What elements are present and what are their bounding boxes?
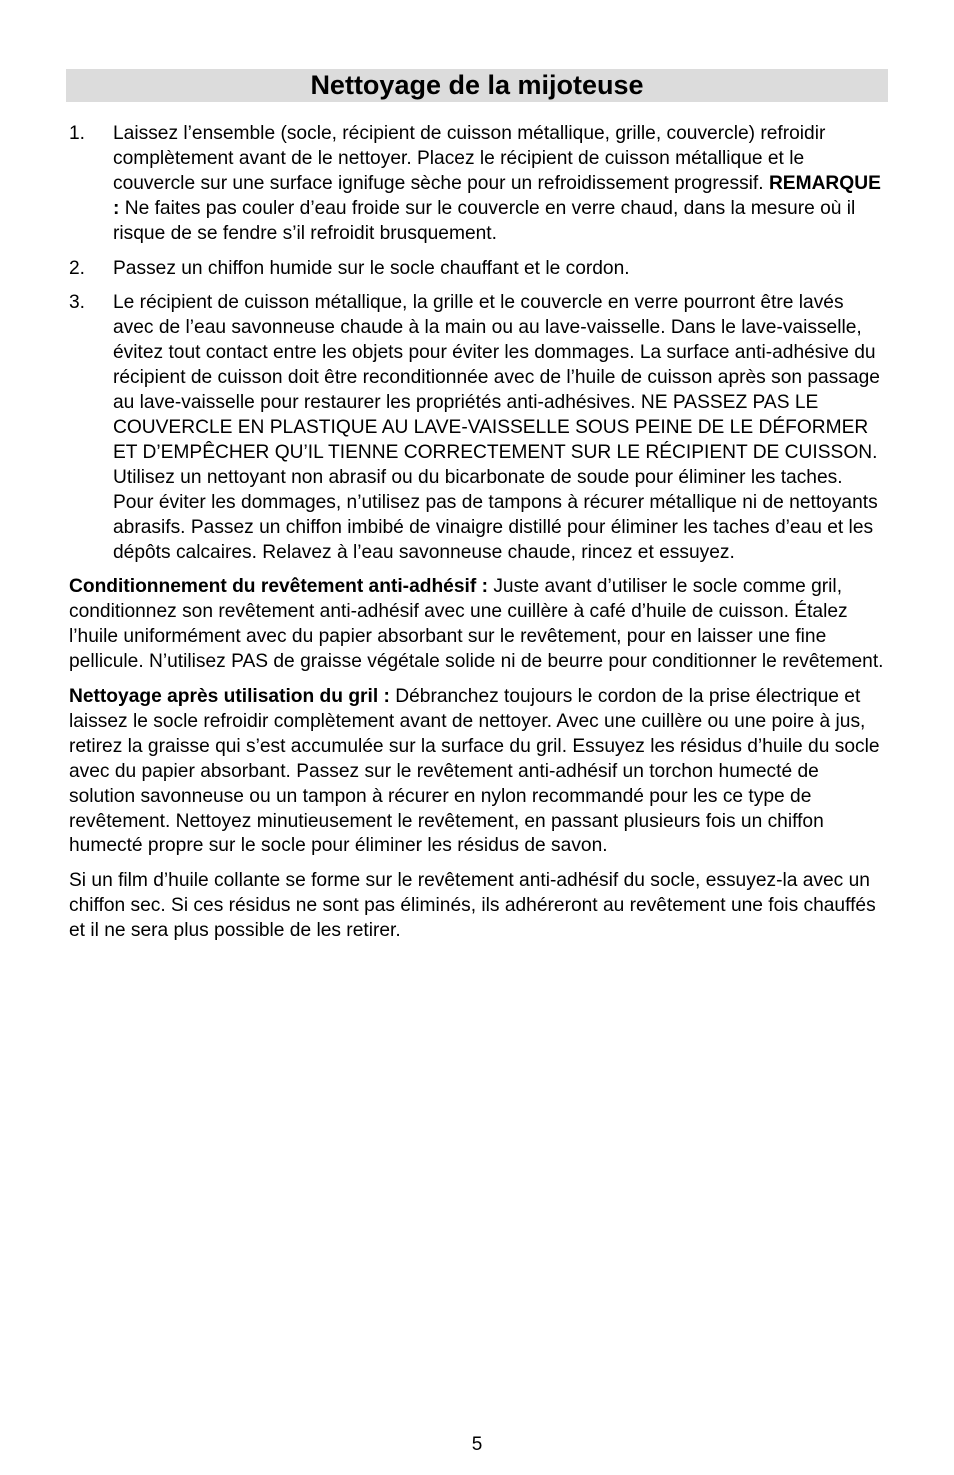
remark-label: REMARQUE : <box>113 172 881 219</box>
list-item <box>69 291 887 565</box>
list-item-text: Ne faites pas couler d’eau froide sur le couvercle en verre chaud, dans la mesure où il risque de se fendre s’il refroidit brusquement. <box>113 197 856 244</box>
conditioning-label: Conditionnement du revêtement anti-adhésif : <box>69 576 488 598</box>
grill-cleaning-label: Nettoyage après utilisation du gril : <box>69 686 390 708</box>
list-item-text: Laissez l’ensemble (socle, récipient de cuisson métallique, grille, couvercle) refroidir complètement avant de le nettoyer. Placez le récipient de cuisson métallique et le couvercle sur une surface ignifuge sèche pour un refroidissement progressif. <box>113 123 826 194</box>
list-item-text: Le récipient de cuisson métallique, la grille et le couvercle en verre pourront être lavés avec de l’eau savonneuse chaude à la main ou au lave-vaisselle. Dans le lave-vaisselle, évitez tout contact entre les objets pour éviter les dommages. La surface anti-adhésive du récipient de cuisson doit être reconditionnée avec de l’huile de cuisson après son passage au lave-vaisselle pour restaurer les propriétés anti-adhésives. NE PASSEZ PAS LE COUVERCLE EN PLASTIQUE AU LAVE-VAISSELLE SOUS PEINE DE LE DÉFORMER ET D’EMPÊCHER QU’IL TIENNE CORRECTEMENT SUR LE RÉCIPIENT DE CUISSON. Utilisez un nettoyant non abrasif ou du bicarbonate de soude pour éliminer les taches. Pour éviter les dommages, n’utilisez pas de tampons à récurer métallique ni de nettoyants abrasifs. Passez un chiffon imbibé de vinaigre distillé pour éliminer les taches d’eau et les dépôts calcaires. Relavez à l’eau savonneuse chaude, rincez et essuyez. <box>113 292 880 563</box>
oil-film-paragraph: Si un film d’huile collante se forme sur le revêtement anti-adhésif du socle, essuyez-la avec un chiffon sec. Si ces résidus ne sont pas éliminés, ils adhéreront au revêtement une fois chauffés et il ne sera plus possible de les retirer. <box>69 870 876 942</box>
list-item-text: Passez un chiffon humide sur le socle chauffant et le cordon. <box>113 257 630 279</box>
list-item <box>69 122 887 247</box>
grill-cleaning-text: Débranchez toujours le cordon de la prise électrique et laissez le socle refroidir complètement avant de nettoyer. Avec une cuillère ou une poire à jus, retirez la graisse qui s’est accumulée sur la surface du gril. Essuyez les résidus d’huile du socle avec du papier absorbant. Passez sur le revêtement anti-adhésif un torchon humecté de solution savonneuse ou un tampon à récurer en nylon recommandé pour les ce type de revêtement. Nettoyez minutieusement le revêtement, en passant plusieurs fois un chiffon humecté propre sur le socle pour éliminer les résidus de savon. <box>69 686 880 857</box>
page-content <box>69 122 887 954</box>
page-number: 5 <box>471 1434 483 1455</box>
section-title: Nettoyage de la mijoteuse <box>66 69 888 102</box>
grill-cleaning-paragraph <box>69 685 887 859</box>
list-item-number: 3. <box>69 292 86 314</box>
conditioning-paragraph <box>69 575 887 675</box>
list-item-number: 1. <box>69 123 86 144</box>
list-item <box>69 257 887 282</box>
conditioning-text: Juste avant d’utiliser le socle comme gril, conditionnez son revêtement anti-adhésif avec une cuillère à café d’huile de cuisson. Étalez l’huile uniformément avec du papier absorbant sur le revêtement, pour en laisser une fine pellicule. N’utilisez PAS de graisse végétale solide ni de beurre pour conditionner le revêtement. <box>69 576 884 673</box>
list-item-number: 2. <box>69 257 86 279</box>
